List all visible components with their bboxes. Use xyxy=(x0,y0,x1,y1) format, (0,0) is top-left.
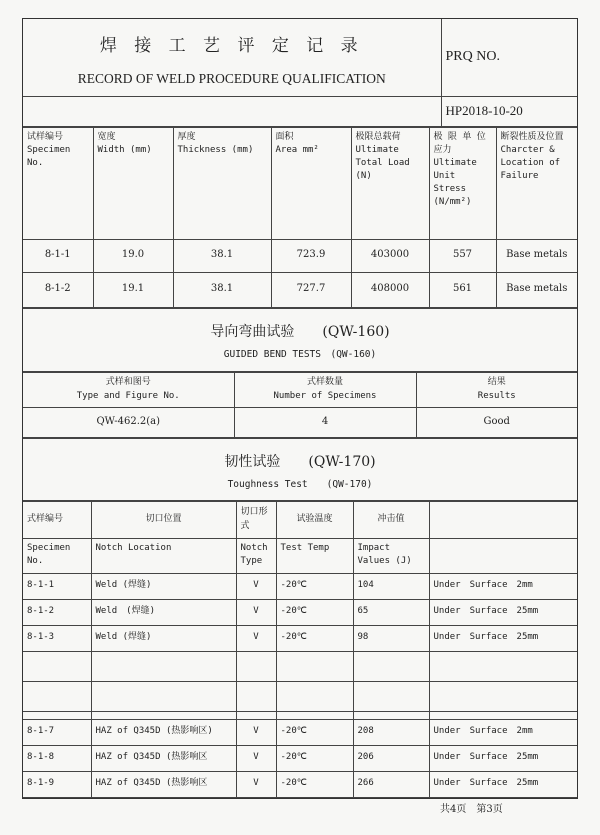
table-cell: Weld (焊缝) xyxy=(91,625,236,651)
table-row xyxy=(23,239,577,272)
table-cell: 8-1-2 xyxy=(23,599,91,625)
table-cell: 206 xyxy=(353,745,429,771)
column-header xyxy=(496,127,577,239)
empty-row xyxy=(23,711,577,719)
header-en: Thickness (mm) xyxy=(177,144,254,155)
bend-title-cn: 导向弯曲试验 (QW-160) xyxy=(210,323,390,340)
header-cn: 结果 xyxy=(487,377,506,388)
table-cell: -20℃ xyxy=(276,599,353,625)
column-header-cn: 切口形式 xyxy=(236,501,276,538)
table-cell: V xyxy=(236,771,276,797)
column-header xyxy=(234,372,416,407)
header-table xyxy=(23,19,577,127)
table-cell: Under Surface 25mm xyxy=(429,745,577,771)
table-cell: 557 xyxy=(429,239,496,272)
empty-cell xyxy=(276,681,353,711)
table-cell: V xyxy=(236,573,276,599)
table-cell: V xyxy=(236,625,276,651)
table-cell: 208 xyxy=(353,719,429,745)
table-cell: V xyxy=(236,745,276,771)
table-cell: 723.9 xyxy=(271,239,351,272)
table-cell: V xyxy=(236,719,276,745)
table-cell: 727.7 xyxy=(271,272,351,307)
table-cell: Under Surface 2mm xyxy=(429,719,577,745)
table-cell: HAZ of Q345D (热影响区 xyxy=(91,771,236,797)
table-row xyxy=(23,771,577,797)
header-en: Specimen No. xyxy=(27,144,71,168)
table-cell: 38.1 xyxy=(173,272,271,307)
tensile-table xyxy=(23,127,577,308)
prq-label: PRQ NO. xyxy=(441,19,577,96)
table-cell: 8-1-8 xyxy=(23,745,91,771)
bend-table xyxy=(23,372,577,438)
header-cn: 式样数量 xyxy=(306,377,343,388)
toughness-title-en: Toughness Test (QW-170) xyxy=(227,478,373,490)
toughness-section xyxy=(23,438,577,501)
table-cell: 8-1-1 xyxy=(23,573,91,599)
table-cell: 8-1-2 xyxy=(23,272,93,307)
column-header xyxy=(23,372,234,407)
table-cell: Good xyxy=(416,407,577,437)
column-header-cn xyxy=(429,501,577,538)
table-cell: Under Surface 25mm xyxy=(429,771,577,797)
column-header xyxy=(23,127,93,239)
table-row xyxy=(23,573,577,599)
table-cell: QW-462.2(a) xyxy=(23,407,234,437)
empty-cell xyxy=(23,681,91,711)
column-header-en xyxy=(429,538,577,573)
column-header xyxy=(271,127,351,239)
empty-cell xyxy=(91,651,236,681)
header-en: Number of Specimens xyxy=(273,390,377,401)
table-cell: 8-1-7 xyxy=(23,719,91,745)
empty-cell xyxy=(429,711,577,719)
header-cn: 宽度 xyxy=(97,131,116,142)
table-row xyxy=(23,719,577,745)
table-cell: -20℃ xyxy=(276,573,353,599)
header-en: Ultimate Unit Stress (N/mm²) xyxy=(433,157,477,207)
empty-cell xyxy=(236,651,276,681)
empty-cell xyxy=(23,651,91,681)
header-cn: 极 限 单 位 应力 xyxy=(433,131,486,155)
column-header-en: Notch Type xyxy=(236,538,276,573)
column-header xyxy=(429,127,496,239)
column-header-cn: 式样编号 xyxy=(23,501,91,538)
column-header-cn: 冲击值 xyxy=(353,501,429,538)
header-cn: 面积 xyxy=(275,131,294,142)
header-en: Ultimate Total Load (N) xyxy=(355,144,410,181)
table-cell: HAZ of Q345D (热影响区) xyxy=(91,719,236,745)
table-cell: 403000 xyxy=(351,239,429,272)
table-cell: 98 xyxy=(353,625,429,651)
empty-cell xyxy=(353,681,429,711)
header-cn: 极限总载荷 xyxy=(355,131,401,142)
header-cn: 试样编号 xyxy=(27,131,64,142)
table-cell: 19.0 xyxy=(93,239,173,272)
header-en: Type and Figure No. xyxy=(76,390,180,401)
guided-bend-section xyxy=(23,308,577,372)
table-cell: Weld (焊缝) xyxy=(91,599,236,625)
table-cell: Base metals xyxy=(496,239,577,272)
column-header-en: Test Temp xyxy=(276,538,353,573)
table-row xyxy=(23,599,577,625)
table-cell: Under Surface 25mm xyxy=(429,625,577,651)
page-number: 共4页 第3页 xyxy=(440,804,503,815)
table-cell: 266 xyxy=(353,771,429,797)
header-en: Results xyxy=(477,390,516,401)
title-cn: 焊 接 工 艺 评 定 记 录 xyxy=(99,36,364,56)
toughness-table xyxy=(23,501,577,798)
empty-cell xyxy=(23,711,91,719)
weld-record-form xyxy=(22,18,578,799)
empty-cell xyxy=(276,651,353,681)
table-cell: 8-1-1 xyxy=(23,239,93,272)
empty-cell xyxy=(353,651,429,681)
table-row xyxy=(23,625,577,651)
column-header xyxy=(173,127,271,239)
header-cn: 厚度 xyxy=(177,131,196,142)
empty-cell xyxy=(91,681,236,711)
table-cell: -20℃ xyxy=(276,745,353,771)
empty-cell xyxy=(429,651,577,681)
table-cell: 104 xyxy=(353,573,429,599)
empty-row xyxy=(23,681,577,711)
table-row xyxy=(23,407,577,437)
table-cell: 561 xyxy=(429,272,496,307)
prq-value: HP2018-10-20 xyxy=(441,96,577,126)
table-cell: Weld (焊缝) xyxy=(91,573,236,599)
table-cell: 8-1-9 xyxy=(23,771,91,797)
column-header xyxy=(416,372,577,407)
table-cell: -20℃ xyxy=(276,625,353,651)
table-cell: V xyxy=(236,599,276,625)
table-cell: 65 xyxy=(353,599,429,625)
title-cell xyxy=(23,19,441,96)
table-row xyxy=(23,745,577,771)
header-en: Width (mm) xyxy=(97,144,152,155)
table-cell: Under Surface 2mm xyxy=(429,573,577,599)
column-header xyxy=(351,127,429,239)
toughness-title-cn: 韧性试验 (QW-170) xyxy=(224,453,376,470)
table-cell: 38.1 xyxy=(173,239,271,272)
column-header xyxy=(93,127,173,239)
bend-title-en: GUIDED BEND TESTS (QW-160) xyxy=(223,348,377,360)
header-en: Charcter & Location of Failure xyxy=(500,144,561,181)
header-cn: 式样和图号 xyxy=(105,377,151,388)
empty-row xyxy=(23,651,577,681)
header-en: Area mm² xyxy=(275,144,319,155)
column-header-en: Notch Location xyxy=(91,538,236,573)
table-cell: Under Surface 25mm xyxy=(429,599,577,625)
column-header-cn: 试验温度 xyxy=(276,501,353,538)
empty-cell xyxy=(91,711,236,719)
table-cell: HAZ of Q345D (热影响区 xyxy=(91,745,236,771)
table-cell: -20℃ xyxy=(276,771,353,797)
column-header-cn: 切口位置 xyxy=(91,501,236,538)
table-row xyxy=(23,272,577,307)
table-cell: -20℃ xyxy=(276,719,353,745)
table-cell: 19.1 xyxy=(93,272,173,307)
table-cell: 408000 xyxy=(351,272,429,307)
table-cell: 4 xyxy=(234,407,416,437)
empty-cell xyxy=(236,681,276,711)
column-header-en: Impact Values (J) xyxy=(353,538,429,573)
table-cell: 8-1-3 xyxy=(23,625,91,651)
empty-cell xyxy=(276,711,353,719)
table-cell: Base metals xyxy=(496,272,577,307)
empty-cell xyxy=(429,681,577,711)
column-header-en: Specimen No. xyxy=(23,538,91,573)
title-en: RECORD OF WELD PROCEDURE QUALIFICATION xyxy=(77,70,386,86)
empty-cell xyxy=(353,711,429,719)
header-cn: 断裂性质及位置 xyxy=(500,131,564,142)
empty-cell xyxy=(236,711,276,719)
